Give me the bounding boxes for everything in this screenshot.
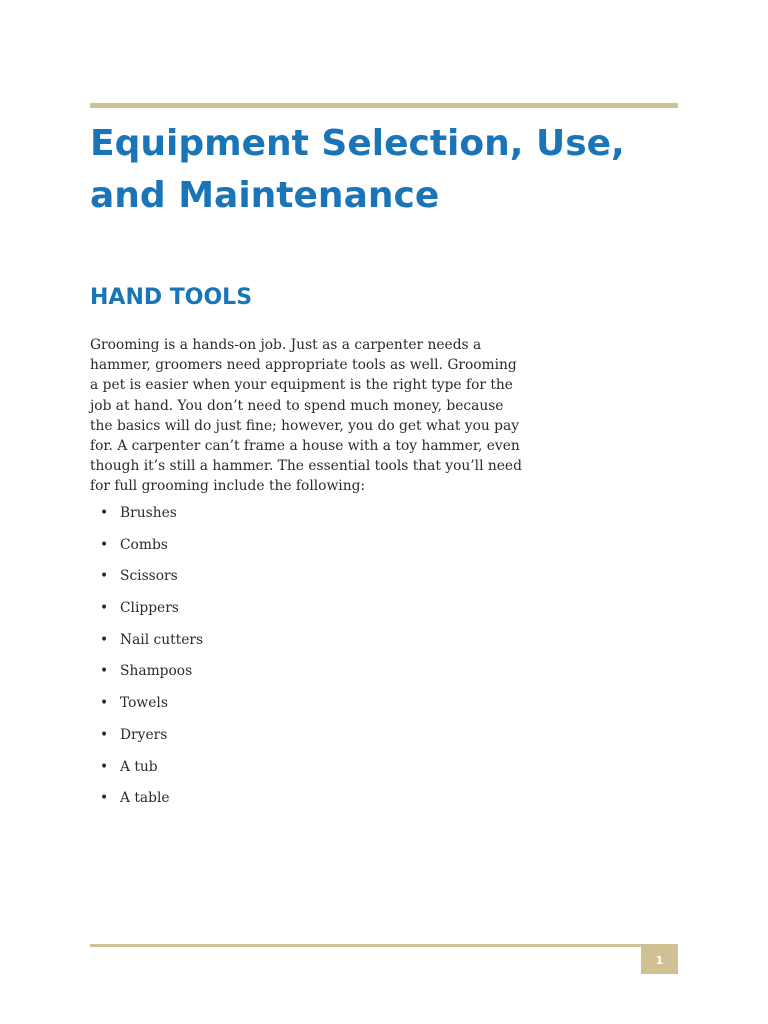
bullet-icon: • [100,758,109,775]
bullet-icon: • [100,726,109,743]
body-line: for full grooming include the following: [90,478,366,495]
list-item-label: Clippers [120,600,179,617]
body-line: a pet is easier when your equipment is the right type for the [90,377,513,394]
list-item [90,725,203,757]
section-heading: HAND TOOLS [90,285,253,310]
list-item [90,757,203,789]
bullet-icon: • [100,505,109,521]
bullet-icon: • [100,600,109,617]
body-line: hammer, groomers need appropriate tools as well. Grooming [90,357,517,374]
bullet-icon: • [100,568,109,585]
list-item [90,661,203,693]
footer-divider-rule [90,944,678,947]
body-line: the basics will do just fine; however, you do get what you pay [90,417,520,434]
body-line: job at hand. You don’t need to spend much money, because [90,397,504,414]
tool-list [90,503,203,820]
list-item [90,566,203,598]
list-item [90,788,203,820]
list-item-label: A tub [120,758,158,775]
list-item-label: Nail cutters [120,631,204,648]
body-line: for. A carpenter can’t frame a house with a toy hammer, even [90,438,520,455]
bullet-icon: • [100,663,109,680]
bullet-icon: • [100,790,109,807]
body-paragraph [90,335,522,497]
page-number-badge: 1 [641,947,678,974]
list-item-label: Shampoos [120,663,193,680]
top-divider-rule [90,103,678,108]
list-item-label: Brushes [120,505,177,521]
list-item [90,630,203,662]
page-title [90,118,678,222]
page-title-line: Equipment Selection, Use, [90,123,625,164]
list-item-label: Towels [120,695,168,712]
bullet-icon: • [100,536,109,553]
page-title-line: and Maintenance [90,175,440,216]
list-item-label: Dryers [120,726,168,743]
list-item [90,693,203,725]
body-line: Grooming is a hands-on job. Just as a carpenter needs a [90,337,482,353]
bullet-icon: • [100,631,109,648]
list-item-label: Combs [120,536,168,553]
body-line: though it’s still a hammer. The essential tools that you’ll need [90,458,522,475]
bullet-icon: • [100,695,109,712]
list-item [90,598,203,630]
list-item-label: Scissors [120,568,178,585]
list-item [90,503,203,535]
list-item-label: A table [120,790,170,807]
list-item [90,535,203,567]
